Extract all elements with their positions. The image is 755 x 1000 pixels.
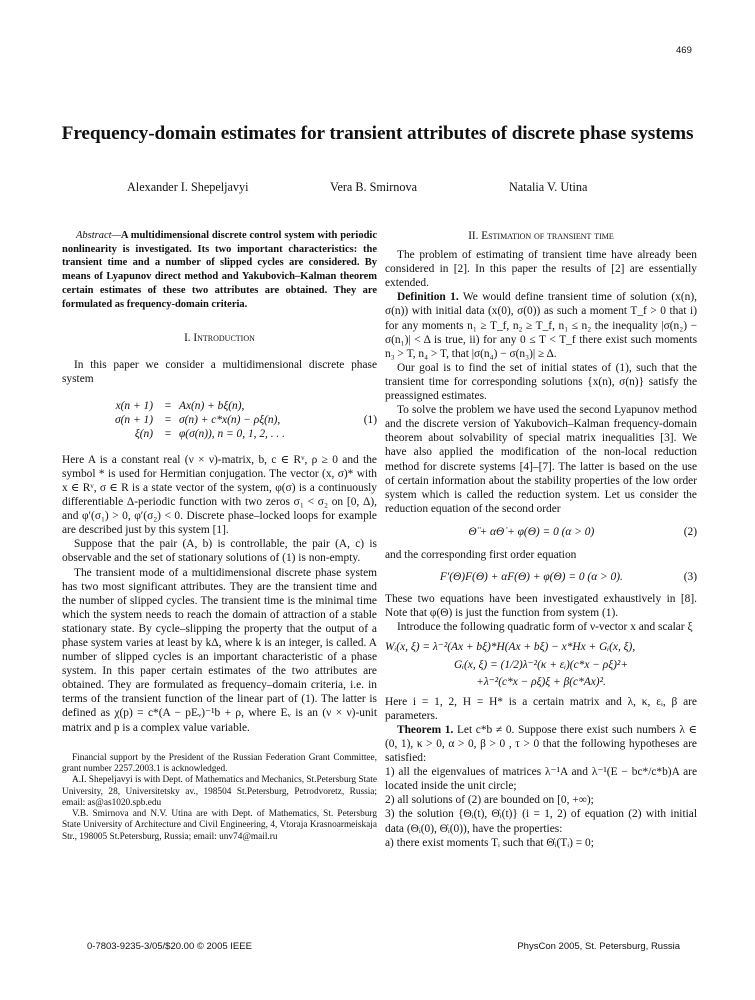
eq1-row3-lhs: ξ(n)	[134, 427, 153, 440]
equation-3-number: (3)	[683, 571, 697, 584]
eq1-row1-pad	[285, 399, 377, 413]
definition-text: We would define transient time of solution (x(n), σ(n)) with initial data (x(0), σ(0)) as such a moment T_f > 0 that i) for any moments n₁ ≥ T_f, n₂ ≥ T_f, n₁ ≤ n₂ the inequality |σ(n₂) − σ(n₁)| < Δ is true, ii) for any 0 ≤ T < T_f there exist such moments n₃ > T, n₄ > T, that |σ(n₄) − σ(n₃)| ≥ Δ.	[385, 291, 698, 360]
equation-2	[385, 525, 697, 539]
left-column	[62, 229, 377, 843]
eq1-row3-pad	[285, 427, 377, 441]
section-heading-introduction: I. Introduction	[184, 332, 255, 345]
equation-g-line-1-body: Gᵢ(x, ξ) = (1/2)λ⁻²(κ + εᵢ)(c*x − ρξ)²+	[453, 658, 629, 671]
eq1-number: (1)	[363, 413, 377, 426]
footnote-affiliation-1: A.I. Shepeljavyi is with Dept. of Mathematics and Mechanics, St.Petersburg State University, 28, Universitetsky av., 198504 St.Petersburg, Petrodvoretz, Russia; email: as@as1020.spb.edu	[62, 775, 377, 808]
estimation-paragraph-1: The problem of estimating of transient time have already been considered in [2]. In this paper the results of [2] are essentially extended.	[385, 249, 697, 290]
estimation-paragraph-4: and the corresponding first order equation	[385, 548, 577, 561]
footnote-funding: Financial support by the President of the Russian Federation Grant Committee, grant number 2257.2003.1 is acknowledged.	[62, 752, 377, 774]
section-heading-estimation: II. Estimation of transient time	[468, 230, 614, 242]
eq1-row1-lhs: x(n + 1)	[115, 399, 153, 412]
author-1: Alexander I. Shepeljavyi	[127, 180, 249, 194]
eq1-row2-lhs: σ(n + 1)	[115, 413, 153, 426]
eq1-row1-eq: =	[164, 399, 172, 412]
intro-paragraph-3: Suppose that the pair (A, b) is controllable, the pair (A, c) is observable and the set of stationary solutions of (1) is non-empty.	[62, 538, 377, 565]
eq1-row2-rhs: σ(n) + c*x(n) − ρξ(n),	[179, 413, 281, 426]
estimation-paragraph-5: These two equations have been investigated exhaustively in [8]. Note that φ(Θ) is just the function from system (1).	[385, 593, 697, 620]
footnotes	[62, 753, 377, 843]
page-body	[62, 229, 697, 850]
footnote-affiliation-2: V.B. Smirnova and N.V. Utina are with Dept. of Mathematics, St. Petersburg State University of Architecture and Civil Engineering, 4, Vtoraja Krasnoarmeiskaja Str., 198005 St.Petersburg, Russia; email: unv74@mail.ru	[62, 809, 377, 842]
theorem-1	[385, 723, 697, 765]
page-footer	[0, 941, 755, 952]
equation-3	[385, 570, 697, 584]
eq1-row3-eq: =	[164, 427, 172, 440]
equation-g-line-2-body: +λ⁻²(c*x − ρξ)ξ + β(c*Ax)².	[476, 675, 606, 688]
page-number: 469	[676, 45, 692, 56]
hypothesis-1: 1) all the eigenvalues of matrices λ⁻¹A and λ⁻¹(E − bc*/c*b)A are located inside the unit circle;	[385, 766, 697, 793]
right-column	[385, 229, 697, 850]
theorem-label: Theorem 1.	[397, 723, 454, 736]
estimation-paragraph-7: Here i = 1, 2, H = H* is a certain matrix and λ, κ, εᵢ, β are parameters.	[385, 695, 697, 722]
intro-paragraph-2: Here A is a constant real (ν × ν)-matrix, b, c ∈ Rᵛ, ρ ≥ 0 and the symbol * is used for Hermitian conjugation. The vector (x, σ)* with x ∈ Rᵛ, σ ∈ R is a state vector of the system, φ(σ) is a continuously differentiable Δ-periodic function with two zeros σ₁ < σ₂ on [0, Δ), and φ′(σ₁) > 0, φ′(σ₂) < 0. Discrete phase–locked loops for example are described just by this system [1].	[62, 453, 377, 537]
equation-3-body: F′(Θ)F(Θ) + αF(Θ) + φ(Θ) = 0 (α > 0).	[439, 571, 623, 584]
footer-conference: PhysCon 2005, St. Petersburg, Russia	[517, 941, 680, 952]
abstract-text: A multidimensional discrete control system with periodic nonlinearity is investigated. Its two important characteristics: the transient time and a number of slipped cycles are considered. By means of Lyapunov direct method and Yakubovich–Kalman theorem certain estimates of these two attributes are obtained. They are formulated as frequency-domain criteria.	[62, 230, 377, 310]
theorem-text: Let c*b ≠ 0. Suppose there exist such numbers λ ∈ (0, 1), κ > 0, α > 0, β > 0 , τ > 0 that the following hypotheses are satisfied:	[385, 723, 698, 765]
footer-copyright: 0-7803-9235-3/05/$20.00 © 2005 IEEE	[87, 941, 252, 952]
author-2: Vera B. Smirnova	[330, 180, 417, 194]
hypothesis-3a: a) there exist moments Tᵢ such that Θ̇ᵢ(Tᵢ) = 0;	[385, 836, 594, 849]
hypothesis-2: 2) all solutions of (2) are bounded on [0, +∞);	[385, 794, 594, 807]
estimation-paragraph-3: To solve the problem we have used the second Lyapunov method and the discrete version of Yakubovich–Kalman frequency-domain theorem about solvability of special matrix inequalities [3]. We have also applied the modification of the non-local reduction method for discrete systems [4]–[7]. The latter is based on the use of certain information about the stability properties of the low order system which is called the reduction system. Let us consider the reduction equation of the second order	[385, 404, 697, 515]
equation-g-line-1	[385, 658, 697, 672]
eq1-row1-rhs: Ax(n) + bξ(n),	[179, 399, 245, 412]
equation-2-number: (2)	[683, 525, 697, 538]
equation-g-line-2	[385, 675, 697, 689]
hypothesis-3: 3) the solution {Θᵢ(t), Θ̇ᵢ(t)} (i = 1, 2) of equation (2) with initial data (Θᵢ(0), Θ̇ᵢ(0)), have the properties:	[385, 808, 697, 835]
intro-paragraph-1: In this paper we consider a multidimensional discrete phase system	[62, 359, 377, 386]
paper-title: Frequency-domain estimates for transient attributes of discrete phase systems	[61, 123, 694, 144]
eq1-row3-rhs: φ(σ(n)), n = 0, 1, 2, . . .	[179, 427, 285, 440]
equation-system-1	[62, 399, 377, 441]
abstract	[62, 229, 377, 311]
equation-2-body: Θ̈ + αΘ̇ + φ(Θ) = 0 (α > 0)	[468, 525, 595, 538]
estimation-paragraph-6: Introduce the following quadratic form of ν-vector x and scalar ξ	[397, 621, 693, 634]
equation-w-body: Wᵢ(x, ξ) = λ⁻²(Ax + bξ)*H(Ax + bξ) − x*Hx + Gᵢ(x, ξ),	[385, 641, 636, 654]
definition-1	[385, 290, 697, 360]
definition-label: Definition 1.	[397, 291, 459, 304]
eq1-row2-eq: =	[164, 413, 172, 426]
abstract-label: Abstract—	[76, 230, 121, 241]
intro-paragraph-4: The transient mode of a multidimensional discrete phase system has two most significant attributes. They are the transient time and the number of slipped cycles. The transient time is the minimal time which the system needs to reach the domain of attraction of a stable stationary state. By cycle–slipping the property that the output of a phase system varies at least by kΔ, where k is an integer, is called. A number of slipped cycles is an important characteristic of a phase system. In this paper certain estimates of the two attributes are obtained. They are formulated as frequency–domain criteria, i.e. in terms of the transient function of the linear part of (1). The latter is defined as χ(p) = c*(A − pEᵥ)⁻¹b + ρ, where Eᵥ is an (ν × ν)-unit matrix and p is a complex value variable.	[62, 566, 377, 734]
estimation-paragraph-2: Our goal is to find the set of initial states of (1), such that the transient time for corresponding solutions {x(n), σ(n)} satisfy the preassigned estimates.	[385, 361, 697, 403]
equation-w	[385, 640, 697, 654]
author-3: Natalia V. Utina	[509, 180, 588, 194]
